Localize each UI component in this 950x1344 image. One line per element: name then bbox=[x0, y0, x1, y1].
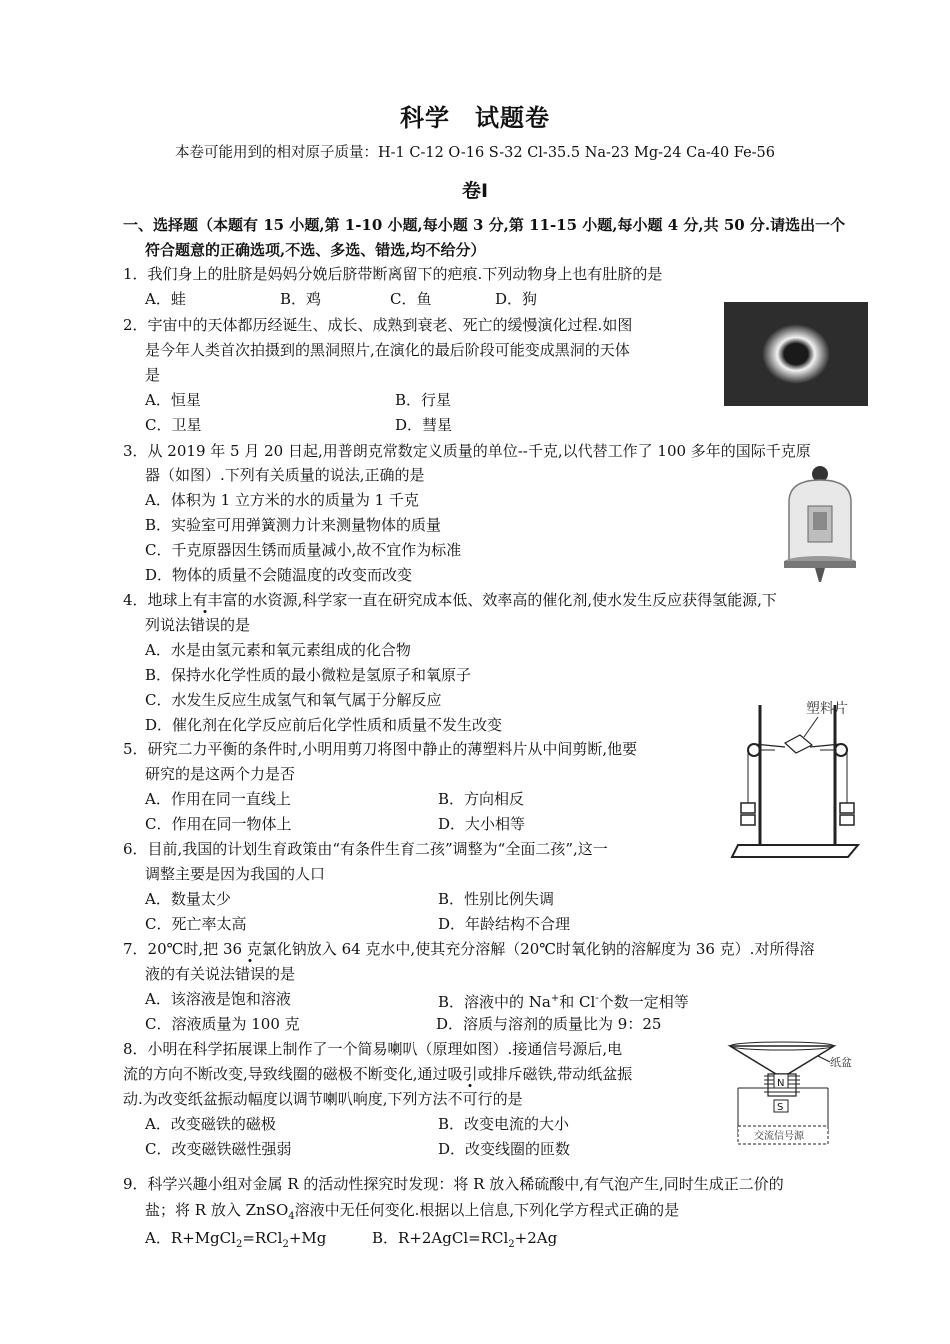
q5-option-d: D．大小相等 bbox=[438, 815, 526, 833]
q5-stem-line1: 5．研究二力平衡的条件时,小明用剪刀将图中静止的薄塑料片从中间剪断,他要 bbox=[123, 740, 638, 758]
q7-stem-line1: 7．20℃时,把 36 克氯化钠放入 64 克水中,使其充分溶解（20℃时氧化钠的溶解度为 36 克）.对所得溶 bbox=[123, 940, 815, 958]
q7-b-text1: B．溶液中的 Na bbox=[438, 993, 551, 1011]
q9-stem-line2 bbox=[145, 1199, 679, 1228]
q6-option-a: A．数量太少 bbox=[145, 890, 231, 908]
q3-option-d: D．物体的质量不会随温度的改变而改变 bbox=[145, 566, 413, 584]
q2-option-d: D．彗星 bbox=[395, 416, 453, 434]
q9-a-sub1: 2 bbox=[235, 1239, 243, 1250]
q8-stem-line1: 8．小明在科学拓展课上制作了一个简易喇叭（原理如图）.接通信号源后,电 bbox=[123, 1040, 623, 1058]
paper-cone-label: 纸盆 bbox=[830, 1056, 852, 1069]
q5-stem-line2: 研究的是这两个力是否 bbox=[145, 765, 296, 783]
q9-text-b: 溶液中无任何变化.根据以上信息,下列化学方程式正确的是 bbox=[294, 1201, 680, 1219]
kilogram-prototype-figure bbox=[775, 462, 865, 586]
q8-option-d: D．改变线圈的匝数 bbox=[438, 1140, 571, 1158]
q4-emphasis: 错误 bbox=[190, 616, 221, 634]
q8-stem-line3 bbox=[123, 1088, 523, 1110]
black-hole-image bbox=[724, 302, 868, 406]
q1-option-c: C．鱼 bbox=[390, 290, 432, 308]
section-heading-line2: 符合题意的正确选项,不选、多选、错选,均不给分） bbox=[145, 241, 486, 259]
q7-option-d: D．溶质与溶剂的质量比为 9：25 bbox=[436, 1015, 662, 1033]
q1-option-b: B．鸡 bbox=[280, 290, 322, 308]
q9-b-text1: B．R+2AgCl=RCl bbox=[372, 1229, 509, 1247]
q2-option-b: B．行星 bbox=[395, 391, 452, 409]
q9-stem-line1: 9．科学兴趣小组对金属 R 的活动性探究时发现：将 R 放入稀硫酸中,有气泡产生,同时生成正二价的 bbox=[123, 1175, 784, 1193]
atomic-masses-note: 本卷可能用到的相对原子质量：H-1 C-12 O-16 S-32 Cl-35.5 Na-23 Mg-24 Ca-40 Fe-56 bbox=[174, 145, 776, 161]
q8-text-c: 的是 bbox=[492, 1090, 523, 1108]
q6-option-c: C．死亡率太高 bbox=[145, 915, 247, 933]
q3-option-a: A．体积为 1 立方米的水的质量为 1 千克 bbox=[145, 491, 419, 509]
q2-stem-line3: 是 bbox=[145, 366, 161, 384]
q4-text-a: 列说法 bbox=[145, 616, 191, 634]
q6-stem-line2: 调整主要是因为我国的人口 bbox=[145, 865, 326, 883]
black-hole-photo bbox=[724, 302, 868, 406]
q9-a-sub2: 2 bbox=[282, 1239, 289, 1250]
q5-option-c: C．作用在同一物体上 bbox=[145, 815, 292, 833]
ac-source-label: 交流信号源 bbox=[754, 1131, 804, 1142]
volume-heading: 卷Ⅰ bbox=[461, 180, 489, 202]
q9-a-text2: =RCl bbox=[242, 1229, 283, 1247]
speaker-principle-figure bbox=[718, 1038, 866, 1150]
q2-stem-line1: 2．宇宙中的天体都历经诞生、成长、成熟到衰老、死亡的缓慢演化过程.如图 bbox=[123, 316, 633, 334]
q9-a-text1: A．R+MgCl bbox=[145, 1229, 236, 1247]
q6-stem-line1: 6．目前,我国的计划生育政策由“有条件生育二孩”调整为“全面二孩”,这一 bbox=[123, 840, 608, 858]
q7-option-b bbox=[438, 988, 689, 1013]
q6-option-b: B．性别比例失调 bbox=[438, 890, 555, 908]
q8-text-a: 动.为改变纸盆振动幅度以调节喇叭响度,下列方法 bbox=[123, 1090, 448, 1108]
q9-option-b bbox=[372, 1227, 557, 1256]
q7-text-c: 的是 bbox=[265, 965, 296, 983]
q1-option-a: A．蛙 bbox=[145, 290, 186, 308]
q9-text-a: 盐；将 R 放入 ZnSO bbox=[145, 1201, 289, 1219]
q8-emphasis: 不可行 bbox=[447, 1090, 493, 1108]
q1-stem: 1．我们身上的肚脐是妈妈分娩后脐带断离留下的疤痕.下列动物身上也有肚脐的是 bbox=[123, 265, 663, 283]
speaker-image bbox=[718, 1038, 866, 1150]
q8-option-b: B．改变电流的大小 bbox=[438, 1115, 570, 1133]
q3-option-c: C．千克原器因生锈而质量减小,故不宜作为标准 bbox=[145, 541, 462, 559]
q4-text-c: 的是 bbox=[220, 616, 251, 634]
q4-option-b: B．保持水化学性质的最小微粒是氢原子和氧原子 bbox=[145, 666, 472, 684]
balance-apparatus-figure bbox=[730, 695, 865, 863]
q9-b-sub1: 2 bbox=[508, 1239, 515, 1250]
bell-jar-image bbox=[775, 462, 865, 586]
q4-option-d: D．催化剂在化学反应前后化学性质和质量不发生改变 bbox=[145, 716, 503, 734]
q7-text-a: 液的有关说法 bbox=[145, 965, 236, 983]
north-pole-label: N bbox=[777, 1078, 785, 1089]
q2-option-a: A．恒星 bbox=[145, 391, 201, 409]
q8-option-c: C．改变磁铁磁性强弱 bbox=[145, 1140, 292, 1158]
page-title: 科学 试题卷 bbox=[400, 104, 550, 132]
q7-b-text3: 个数一定相等 bbox=[598, 993, 689, 1011]
q6-option-d: D．年龄结构不合理 bbox=[438, 915, 571, 933]
q7-option-a: A．该溶液是饱和溶液 bbox=[145, 990, 291, 1008]
south-pole-label: S bbox=[777, 1102, 784, 1113]
q5-option-a: A．作用在同一直线上 bbox=[145, 790, 291, 808]
q7-option-c: C．溶液质量为 100 克 bbox=[145, 1015, 300, 1033]
q7-b-sup2: - bbox=[595, 993, 599, 1004]
q3-stem-line1: 3．从 2019 年 5 月 20 日起,用普朗克常数定义质量的单位--千克,以代替工作了 100 多年的国际千克原 bbox=[123, 442, 811, 460]
q9-a-text3: +Mg bbox=[288, 1229, 327, 1247]
q9-sub: 4 bbox=[288, 1211, 295, 1222]
q2-stem-line2: 是今年人类首次拍摄到的黑洞照片,在演化的最后阶段可能变成黑洞的天体 bbox=[145, 341, 630, 359]
balance-apparatus-image bbox=[730, 695, 865, 863]
q4-stem-line1: 4．地球上有丰富的水资源,科学家一直在研究成本低、效率高的催化剂,使水发生反应获得氢能源,下 bbox=[123, 591, 777, 609]
q4-option-a: A．水是由氢元素和氧元素组成的化合物 bbox=[145, 641, 411, 659]
q9-option-a bbox=[145, 1227, 326, 1256]
q7-b-text2: 和 Cl bbox=[559, 993, 596, 1011]
q2-option-c: C．卫星 bbox=[145, 416, 202, 434]
q9-b-text2: +2Ag bbox=[514, 1229, 558, 1247]
q3-stem-line2: 器（如图）.下列有关质量的说法,正确的是 bbox=[145, 466, 425, 484]
q7-emphasis: 错误 bbox=[235, 965, 266, 983]
q3-option-b: B．实验室可用弹簧测力计来测量物体的质量 bbox=[145, 516, 442, 534]
section-heading-line1: 一、选择题（本题有 15 小题,第 1-10 小题,每小题 3 分,第 11-15 小题,每小题 4 分,共 50 分.请选出一个 bbox=[123, 216, 846, 234]
q7-stem-line2 bbox=[145, 963, 295, 985]
q8-option-a: A．改变磁铁的磁极 bbox=[145, 1115, 276, 1133]
plastic-sheet-label: 塑料片 bbox=[806, 701, 848, 717]
q1-option-d: D．狗 bbox=[495, 290, 538, 308]
q5-option-b: B．方向相反 bbox=[438, 790, 525, 808]
q4-option-c: C．水发生反应生成氢气和氧气属于分解反应 bbox=[145, 691, 442, 709]
q8-stem-line2: 流的方向不断改变,导致线圈的磁极不断变化,通过吸引或排斥磁铁,带动纸盆振 bbox=[123, 1065, 633, 1083]
q4-stem-line2 bbox=[145, 614, 250, 636]
q7-b-sup1: + bbox=[550, 993, 560, 1004]
